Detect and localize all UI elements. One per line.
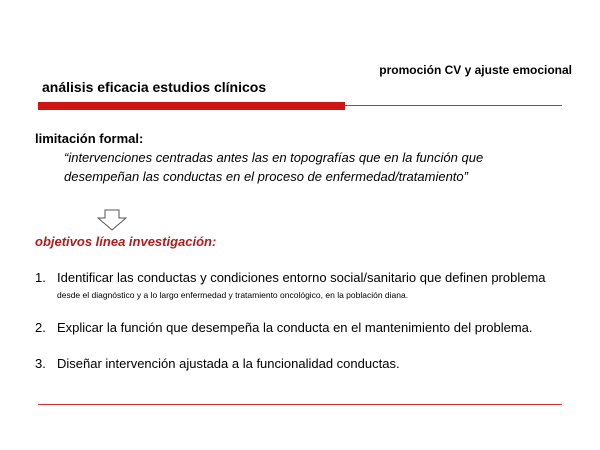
down-arrow-icon [97, 209, 127, 231]
objective-text: Diseñar intervención ajustada a la funcionalidad conductas. [57, 356, 400, 371]
objective-item-2 [35, 320, 533, 335]
bottom-divider-line [38, 404, 562, 405]
objective-number: 1. [35, 270, 46, 285]
quote-line-2: desempeñan las conductas en el proceso de enfermedad/tratamiento” [64, 169, 468, 184]
limitation-quote [64, 148, 584, 186]
quote-line-1: “intervenciones centradas antes las en topografías que en la función que [64, 150, 484, 165]
objective-text: Explicar la función que desempeña la conducta en el mantenimiento del problema. [57, 320, 533, 335]
slide-title: análisis eficacia estudios clínicos [42, 79, 267, 95]
objectives-heading: objetivos línea investigación: [35, 234, 217, 249]
objective-1-subtext: desde el diagnóstico y a lo largo enfermedad y tratamiento oncológico, en la población diana. [57, 290, 409, 300]
objective-number: 3. [35, 356, 46, 371]
title-accent-bar [38, 102, 345, 110]
objective-item-1 [35, 270, 546, 285]
limitation-label: limitación formal: [35, 131, 144, 146]
objective-item-3 [35, 356, 400, 371]
subtitle-top-right: promoción CV y ajuste emocional [379, 63, 572, 77]
objective-text: Identificar las conductas y condiciones entorno social/sanitario que definen problema [57, 270, 546, 285]
objective-number: 2. [35, 320, 46, 335]
title-divider-line [345, 105, 562, 106]
